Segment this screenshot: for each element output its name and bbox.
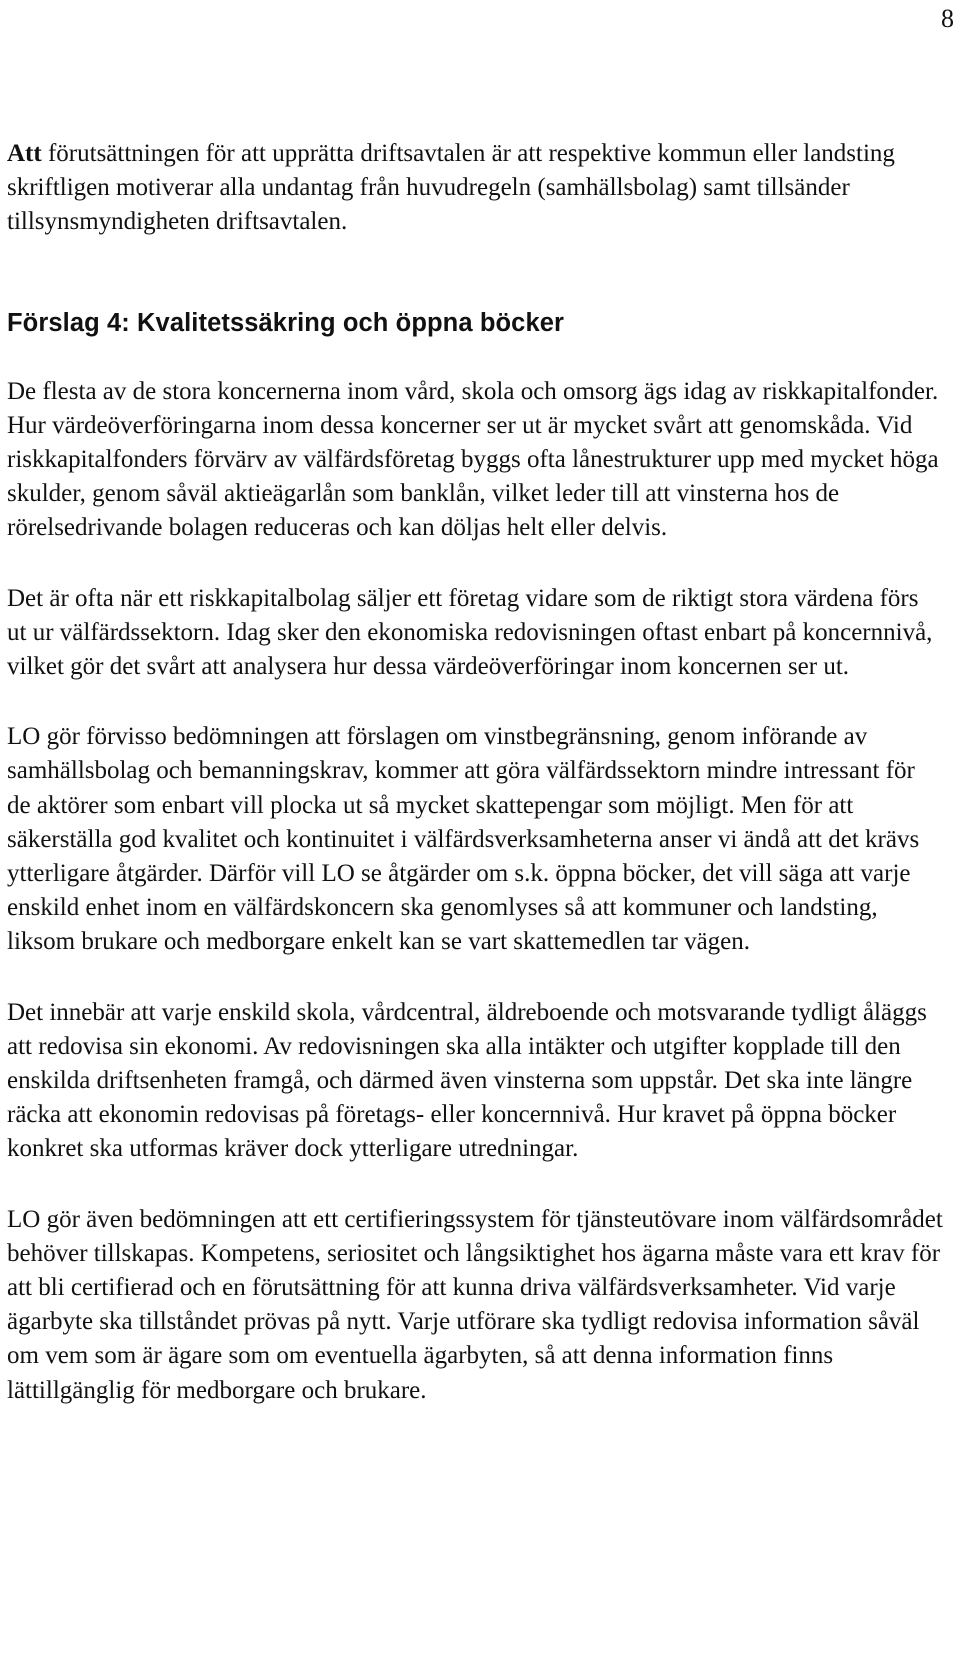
page-number: 8 bbox=[941, 4, 954, 33]
document-body bbox=[7, 137, 943, 1444]
intro-text: förutsättningen för att upprätta driftsavtalen är att respektive kommun eller landsting skriftligen motiverar alla undantag från huvudregeln (samhällsbolag) samt tillsänder tillsynsmyndigheten driftsavtalen. bbox=[7, 140, 895, 236]
paragraph-3: LO gör förvisso bedömningen att förslagen om vinstbegränsning, genom införande av samhällsbolag och bemanningskrav, kommer att göra välfärdssektorn mindre intressant för de aktörer som enbart vill plocka ut så mycket skattepengar som möjligt. Men för att säkerställa god kvalitet och kontinuitet i välfärdsverksamheterna anser vi ändå att det krävs ytterligare åtgärder. Därför vill LO se åtgärder om s.k. öppna böcker, det vill säga att varje enskild enhet inom en välfärdskoncern ska genomlyses så att kommuner och landsting, liksom brukare och medborgare enkelt kan se vart skattemedlen tar vägen. bbox=[7, 723, 920, 956]
section-heading: Förslag 4: Kvalitetssäkring och öppna böcker bbox=[7, 308, 565, 337]
paragraph-1: De flesta av de stora koncernerna inom vård, skola och omsorg ägs idag av riskkapitalfonder. Hur värdeöverföringarna inom dessa koncerner ser ut är mycket svårt att genomskåda. Vid riskkapitalfonders förvärv av välfärdsföretag byggs ofta lånestrukturer upp med mycket höga skulder, genom såväl aktieägarlån som banklån, vilket leder till att vinsterna hos de rörelsedrivande bolagen reduceras och kan döljas helt eller delvis. bbox=[7, 377, 939, 542]
intro-lead-word: Att bbox=[7, 140, 42, 167]
paragraph-5: LO gör även bedömningen att ett certifieringssystem för tjänsteutövare inom välfärdsområdet behöver tillskapas. Kompetens, seriositet och långsiktighet hos ägarna måste vara ett krav för att bli certifierad och en förutsättning för att kunna driva välfärdsverksamheter. Vid varje ägarbyte ska tillståndet prövas på nytt. Varje utförare ska tydligt redovisa information såväl om vem som är ägare som om eventuella ägarbyten, så att denna information finns lättillgänglig för medborgare och brukare. bbox=[7, 1205, 943, 1404]
intro-paragraph bbox=[7, 137, 943, 240]
paragraph-2: Det är ofta när ett riskkapitalbolag säljer ett företag vidare som de riktigt stora värdena förs ut ur välfärdssektorn. Idag sker den ekonomiska redovisningen oftast enbart på koncernnivå, vilket gör det svårt att analysera hur dessa värdeöverföringar inom koncernen ser ut. bbox=[7, 584, 933, 681]
paragraph-4: Det innebär att varje enskild skola, vårdcentral, äldreboende och motsvarande tydligt åläggs att redovisa sin ekonomi. Av redovisningen ska alla intäkter och utgifter kopplade till den enskilda driftsenheten framgå, och därmed även vinsterna som uppstår. Det ska inte längre räcka att ekonomin redovisas på företags- eller koncernnivå. Hur kravet på öppna böcker konkret ska utformas kräver dock ytterligare utredningar. bbox=[7, 998, 927, 1163]
